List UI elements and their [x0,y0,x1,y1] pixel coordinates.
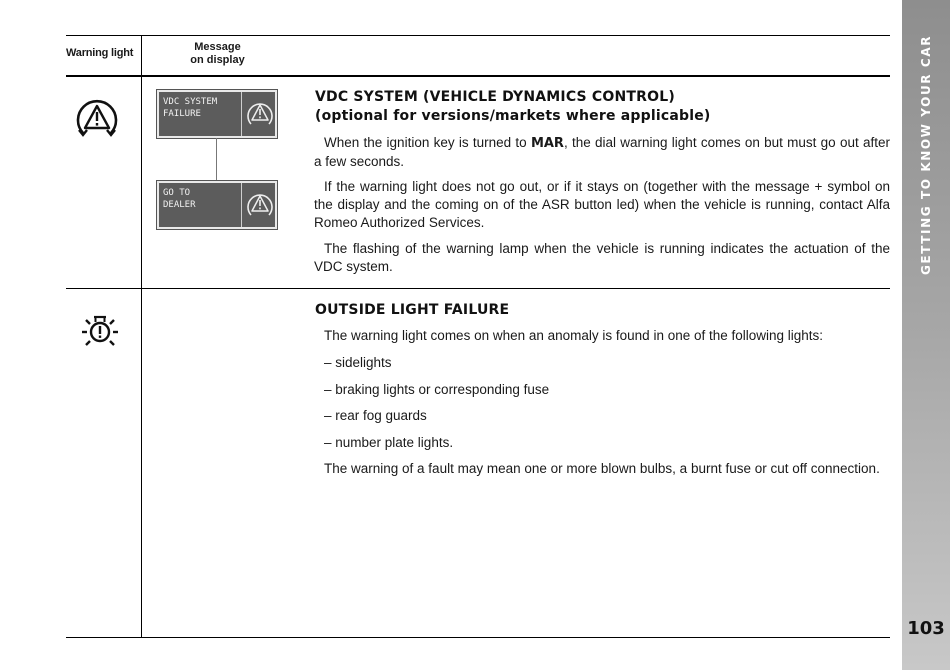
top-rule [66,35,890,36]
outside-light-intro: The warning light comes on when an anomaly is found in one of the following lights: [324,328,824,343]
display-screen [159,92,275,136]
display-message-vdc-failure [156,89,278,139]
side-chapter-label [902,10,950,300]
outside-light-list-item: – rear fog guards [324,408,427,423]
vdc-paragraph-1 [314,134,890,171]
page-number: 103 [907,618,945,639]
outside-light-list-item: – braking lights or corresponding fuse [324,382,550,397]
outside-light-list-item: – number plate lights. [324,435,454,450]
display-text [163,187,241,211]
header-rule [66,75,890,77]
display-separator [241,92,242,136]
header-message-on-display [160,41,275,67]
vdc-warning-light-icon [74,97,120,146]
display-text-line: GO TO [163,188,191,198]
vdc-paragraph-1-start: When the ignition key is turned to [324,135,531,150]
vdc-paragraph-2: If the warning light does not go out, or if it stays on (together with the message + symbol on the display and the coming on of the ASR button led) when the vehicle is running, contact Alfa Romeo Authorized Services. [314,179,890,230]
display-separator [241,183,242,227]
outside-light-section-title: OUTSIDE LIGHT FAILURE [315,302,510,318]
header-warning-light: Warning light [66,47,134,59]
outside-light-warning-icon [80,312,120,357]
vdc-display-icon [245,98,275,135]
display-connector-line [216,138,217,180]
section-divider-rule [66,288,890,289]
vdc-title-line1: VDC SYSTEM (VEHICLE DYNAMICS CONTROL) [315,89,675,105]
bottom-rule [66,637,890,638]
header-message-line2: on display [190,54,245,66]
outside-light-closing: The warning of a fault may mean one or more blown bulbs, a burnt fuse or cut off connection. [324,461,880,476]
display-text-line: VDC SYSTEM [163,97,218,107]
display-text-line: FAILURE [163,109,201,119]
display-message-go-to-dealer [156,180,278,230]
column-divider [141,35,142,638]
outside-light-list-item: – sidelights [324,355,392,370]
vdc-display-icon [245,189,275,226]
side-chapter-label-text: GETTING TO KNOW YOUR CAR [919,34,933,276]
display-text [163,96,241,120]
vdc-paragraph-1-keyword: MAR [530,136,564,151]
display-screen [159,183,275,227]
display-text-line: DEALER [163,200,196,210]
header-message-line1: Message [194,41,241,53]
vdc-paragraph-3: The flashing of the warning lamp when the vehicle is running indicates the actuation of the VDC system. [314,241,890,274]
vdc-title-line2: (optional for versions/markets where applicable) [315,108,711,124]
vdc-paragraph-1-end: , the dial warning light comes on but must go out after a few seconds. [314,135,890,169]
vdc-section-title [315,88,711,126]
